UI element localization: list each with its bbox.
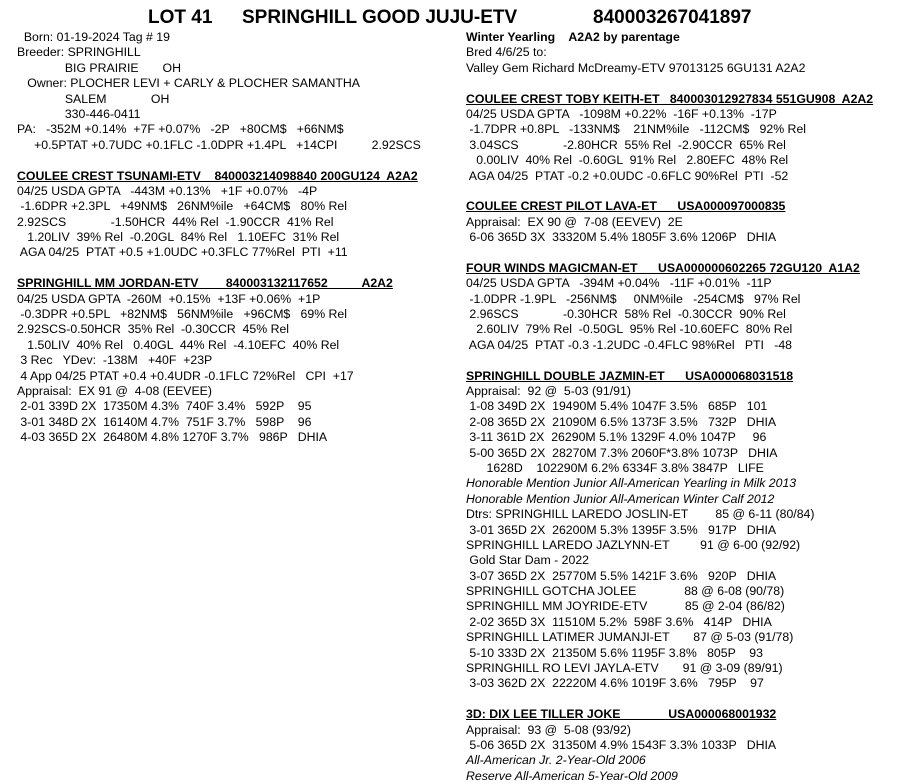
text-line: All-American Jr. 2-Year-Old 2006	[466, 753, 646, 768]
text-line: 0.00LIV 40% Rel -0.60GL 91% Rel 2.80EFC 48% Rel	[466, 153, 789, 168]
text-line: Bred 4/6/25 to:	[466, 45, 547, 60]
text-line: -1.7DPR +0.8PL -133NM$ 21NM%ile -112CM$ 92% Rel	[466, 122, 807, 137]
text-line: Dtrs: SPRINGHILL LAREDO JOSLIN-ET 85 @ 6-11 (80/84)	[466, 507, 815, 522]
right-column	[466, 30, 902, 784]
text-line: 4 App 04/25 PTAT +0.4 +0.4UDR -0.1FLC 72%Rel CPI +17	[17, 368, 354, 383]
text-line: 2-08 365D 2X 21090M 6.5% 1373F 3.5% 732P DHIA	[466, 414, 777, 429]
spacer	[466, 184, 902, 199]
text-line: 04/25 USDA GPTA -443M +0.13% +1F +0.07% -4P	[17, 183, 318, 198]
text-line: Born: 01-19-2024 Tag # 19	[17, 30, 170, 44]
text-line: 1.50LIV 40% Rel 0.40GL 44% Rel -4.10EFC 40% Rel	[17, 337, 340, 352]
text-line: SPRINGHILL LAREDO JAZLYNN-ET 91 @ 6-00 (92/92)	[466, 537, 801, 552]
text-line: 330-446-0411	[17, 106, 141, 121]
pedigree-heading: SPRINGHILL MM JORDAN-ETV 840003132117652 A2A2	[17, 276, 393, 291]
text-line: 2-02 365D 3X 11510M 5.2% 598F 3.6% 414P DHIA	[466, 614, 772, 629]
text-line: 5-06 365D 2X 31350M 4.9% 1543F 3.3% 1033P DHIA	[466, 737, 777, 752]
text-line: AGA 04/25 PTAT -0.3 -1.2UDC -0.4FLC 98%Rel PTI -48	[466, 337, 792, 352]
text-line: 2.60LIV 79% Rel -0.50GL 95% Rel -10.60EFC 80% Rel	[466, 322, 793, 337]
text-line: 2.92SCS-0.50HCR 35% Rel -0.30CCR 45% Rel	[17, 322, 290, 337]
text-line: SPRINGHILL RO LEVI JAYLA-ETV 91 @ 3-09 (89/91)	[466, 661, 783, 676]
text-line: Honorable Mention Junior All-American Winter Calf 2012	[466, 491, 775, 506]
text-line: 04/25 USDA GPTA -394M +0.04% -11F +0.01% -11P	[466, 276, 772, 291]
text-line: 3-01 348D 2X 16140M 4.7% 751F 3.7% 598P 96	[17, 414, 312, 429]
spacer	[466, 692, 902, 707]
left-column	[17, 30, 457, 446]
text-line: 6-06 365D 3X 33320M 5.4% 1805F 3.6% 1206P DHIA	[466, 230, 777, 245]
text-line: 3-03 362D 2X 22220M 4.6% 1019F 3.6% 795P 97	[466, 676, 764, 691]
text-line: BIG PRAIRIE OH	[17, 60, 181, 75]
text-line: 1.20LIV 39% Rel -0.20GL 84% Rel 1.10EFC 31% Rel	[17, 230, 340, 245]
pedigree-heading: FOUR WINDS MAGICMAN-ET USA000000602265 72GU120 A1A2	[466, 260, 860, 275]
text-line: Owner: PLOCHER LEVI + CARLY & PLOCHER SAMANTHA	[17, 76, 360, 91]
pedigree-heading: SPRINGHILL DOUBLE JAZMIN-ET USA000068031518	[466, 368, 794, 383]
text-line: +0.5PTAT +0.7UDC +0.1FLC -1.0DPR +1.4PL +14CPI 2.92SCS	[17, 137, 421, 152]
text-line: 4-03 365D 2X 26480M 4.8% 1270F 3.7% 986P DHIA	[17, 430, 328, 445]
spacer	[17, 153, 457, 168]
text-line: Valley Gem Richard McDreamy-ETV 97013125 6GU131 A2A2	[466, 60, 806, 75]
text-line: Appraisal: EX 90 @ 7-08 (EEVEV) 2E	[466, 214, 683, 229]
text-line: Winter Yearling A2A2 by parentage	[466, 30, 680, 44]
spacer	[17, 261, 457, 276]
text-line: AGA 04/25 PTAT +0.5 +1.0UDC +0.3FLC 77%Rel PTI +11	[17, 245, 348, 260]
text-line: 04/25 USDA GPTA -1098M +0.22% -16F +0.13% -17P	[466, 106, 777, 121]
animal-name: SPRINGHILL GOOD JUJU-ETV	[242, 7, 518, 28]
pedigree-heading: COULEE CREST PILOT LAVA-ET USA000097000835	[466, 199, 786, 214]
text-line: Gold Star Dam - 2022	[466, 553, 590, 568]
text-line: -1.0DPR -1.9PL -256NM$ 0NM%ile -254CM$ 97% Rel	[466, 291, 801, 306]
text-line: Honorable Mention Junior All-American Yearling in Milk 2013	[466, 476, 797, 491]
text-line: SPRINGHILL MM JOYRIDE-ETV 85 @ 2-04 (86/82)	[466, 599, 785, 614]
text-line: Appraisal: EX 91 @ 4-08 (EEVEE)	[17, 383, 212, 398]
text-line: AGA 04/25 PTAT -0.2 +0.0UDC -0.6FLC 90%Rel PTI -52	[466, 168, 789, 183]
text-line: Reserve All-American 5-Year-Old 2009	[466, 768, 678, 783]
text-line: -0.3DPR +0.5PL +82NM$ 56NM%ile +96CM$ 69% Rel	[17, 307, 348, 322]
text-line: SPRINGHILL LATIMER JUMANJI-ET 87 @ 5-03 (91/78)	[466, 630, 794, 645]
registration-number: 840003267041897	[593, 7, 752, 28]
text-line: 3-07 365D 2X 25770M 5.5% 1421F 3.6% 920P DHIA	[466, 568, 777, 583]
text-line: Appraisal: 93 @ 5-08 (93/92)	[466, 722, 631, 737]
text-line: PA: -352M +0.14% +7F +0.07% -2P +80CM$ +66NM$	[17, 122, 344, 137]
text-line: 3 Rec YDev: -138M +40F +23P	[17, 353, 213, 368]
text-line: 1-08 349D 2X 19490M 5.4% 1047F 3.5% 685P 101	[466, 399, 768, 414]
text-line: Appraisal: 92 @ 5-03 (91/91)	[466, 383, 631, 398]
text-line: 3.04SCS -2.80HCR 55% Rel -2.90CCR 65% Rel	[466, 137, 786, 152]
pedigree-heading: COULEE CREST TSUNAMI-ETV 840003214098840 200GU124 A2A2	[17, 168, 418, 183]
lot-number: LOT 41	[148, 7, 213, 28]
spacer	[466, 245, 902, 260]
text-line: 2.92SCS -1.50HCR 44% Rel -1.90CCR 41% Rel	[17, 214, 334, 229]
text-line: 3-01 365D 2X 26200M 5.3% 1395F 3.5% 917P DHIA	[466, 522, 777, 537]
spacer	[466, 76, 902, 91]
lot-title	[0, 6, 908, 30]
text-line: -1.6DPR +2.3PL +49NM$ 26NM%ile +64CM$ 80% Rel	[17, 199, 348, 214]
pedigree-heading: 3D: DIX LEE TILLER JOKE USA000068001932	[466, 707, 777, 722]
text-line: 2.96SCS -0.30HCR 58% Rel -0.30CCR 90% Rel	[466, 307, 786, 322]
text-line: 5-10 333D 2X 21350M 5.6% 1195F 3.8% 805P 93	[466, 645, 763, 660]
text-line: 2-01 339D 2X 17350M 4.3% 740F 3.4% 592P 95	[17, 399, 312, 414]
text-line: 3-11 361D 2X 26290M 5.1% 1329F 4.0% 1047P 96	[466, 430, 767, 445]
text-line: SPRINGHILL GOTCHA JOLEE 88 @ 6-08 (90/78)	[466, 584, 785, 599]
text-line: SALEM OH	[17, 91, 170, 106]
spacer	[466, 353, 902, 368]
text-line: 1628D 102290M 6.2% 6334F 3.8% 3847P LIFE	[466, 460, 764, 475]
text-line: 04/25 USDA GPTA -260M +0.15% +13F +0.06% +1P	[17, 291, 321, 306]
text-line: 5-00 365D 2X 28270M 7.3% 2060F*3.8% 1073P DHIA	[466, 445, 778, 460]
text-line: Breeder: SPRINGHILL	[17, 45, 141, 60]
pedigree-heading: COULEE CREST TOBY KEITH-ET 840003012927834 551GU908 A2A2	[466, 91, 874, 106]
